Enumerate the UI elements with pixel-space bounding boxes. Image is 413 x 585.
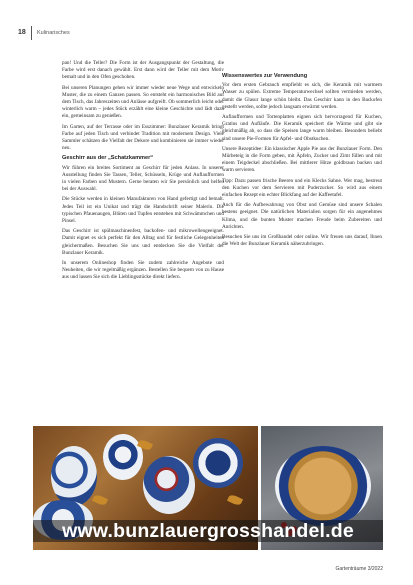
subheading: Wissenswertes zur Verwendung	[222, 73, 308, 79]
paragraph: pan! Und die Teller? Die Form ist der Ausgangspunkt der Gestaltung, die Farbe wird erst danach gewählt. Erst dann wird der Teller mit dem Motiv bemalt und in den Ofen geschoben.	[62, 60, 224, 81]
paragraph: Auch für die Aufbewahrung von Obst und Gemüse sind unsere Schalen bestens geeignet. Die natürlichen Materialien sorgen für ein angenehmes Klima, und die bunten Muster machen Freude beim Zubereiten und Anrichten.	[222, 202, 382, 230]
paragraph: Das Geschirr ist spülmaschinenfest, backofen- und mikrowellengeeignet. Damit eignet es sich perfekt für den Alltag und für festliche Gelegenheiten gleichermaßen. Besuchen Sie uns und entdecken Sie die Vielfalt der Bunzlauer Keramik.	[62, 228, 224, 256]
page-footer: Gartenträume 3/2022	[335, 566, 383, 572]
article-column-right	[222, 70, 382, 251]
paragraph: Auflaufformen und Tortenplatten eignen sich hervorragend für Kuchen, Gratins und Aufläufe. Die Keramik speichert die Wärme und gibt sie gleichmäßig ab, so dass die Speisen lange warm bleiben. Besonders beliebt sind unsere Pie-Formen für Apfel- und Obstkuchen.	[222, 114, 382, 142]
website-banner[interactable]	[33, 520, 383, 542]
paragraph: Unsere Rezeptidee: Ein klassischer Apple Pie aus der Bunzlauer Form. Den Mürbeteig in die Form geben, mit Äpfeln, Zucker und Zimt füllen und mit einem Teigdeckel abschließen. Bei mittlerer Hitze goldbraun backen und warm servieren.	[222, 145, 382, 174]
paragraph: Bei unseren Planungen gehen wir immer wieder neue Wege und entwickeln Muster, die zu einem Ganzen passen. So entsteht ein harmonisches Bild auf dem Tisch, das Jahreszeiten und Anlässe aufgreift. Ob sommerlich leicht oder winterlich warm – jedes Stück erzählt eine kleine Geschichte und lädt dazu ein, gemeinsam zu genießen.	[62, 84, 224, 120]
pie-dish-image	[275, 446, 371, 526]
jug-image	[51, 446, 97, 506]
paragraph: Besuchen Sie uns im Großhandel oder online. Wir freuen uns darauf, Ihnen die Welt der Bunzlauer Keramik näherzubringen.	[222, 234, 382, 248]
paragraph: Tipp: Dazu passen frische Beeren und ein Klecks Sahne. Wer mag, bestreut den Kuchen vor dem Servieren mit Puderzucker. So wird aus einem einfachen Rezept ein echter Blickfang auf der Kaffeetafel.	[222, 177, 382, 199]
header-divider	[31, 26, 32, 40]
paragraph: Im Garten, auf der Terrasse oder im Esszimmer: Bunzlauer Keramik bringt Farbe auf jeden Tisch und verbindet Tradition mit modernem Design. Viele Sammler schätzen die Vielfalt der Dekore und kombinieren sie immer wieder neu.	[62, 123, 224, 152]
article-column-left	[62, 60, 224, 285]
leaf-decoration	[92, 493, 108, 506]
paragraph: Wir führen ein breites Sortiment an Geschirr für jeden Anlass. In unserer Ausstellung finden Sie Tassen, Teller, Schüsseln, Krüge und Auflaufformen in vielen Farben und Mustern. Gerne beraten wir Sie persönlich und helfen bei der Auswahl.	[62, 164, 224, 193]
pitcher-image	[143, 456, 195, 514]
bowl-image	[193, 438, 243, 488]
paragraph: Vor dem ersten Gebrauch empfiehlt es sich, die Keramik mit warmem Wasser zu spülen. Extreme Temperaturwechsel sollten vermieden werden, damit die Glasur lange schön bleibt. Das Geschirr kann in den Backofen gestellt werden, sollte jedoch langsam erwärmt werden.	[222, 82, 382, 110]
leaf-decoration	[227, 493, 243, 506]
cup-image	[103, 434, 143, 480]
subheading: Geschirr aus der „Schatzkammer“	[62, 155, 154, 162]
page-number: 18	[18, 29, 26, 36]
website-url[interactable]: www.bunzlauergrosshandel.de	[62, 519, 354, 542]
paragraph: Die Stücke werden in kleinen Manufakturen von Hand gefertigt und bemalt. Jedes Teil ist ein Unikat und trägt die Handschrift seiner Malerin. Die typischen Pfauenaugen, Blüten und Tupfen entstehen mit Schwämmchen und Pinsel.	[62, 196, 224, 225]
paragraph: In unserem Onlineshop finden Sie zudem zahlreiche Angebote und Neuheiten, die wir regelmäßig ergänzen. Bestellen Sie bequem von zu Hause aus und lassen Sie sich die Lieblingsstücke direkt liefern.	[62, 260, 224, 281]
section-label: Kulinarisches	[37, 30, 70, 36]
